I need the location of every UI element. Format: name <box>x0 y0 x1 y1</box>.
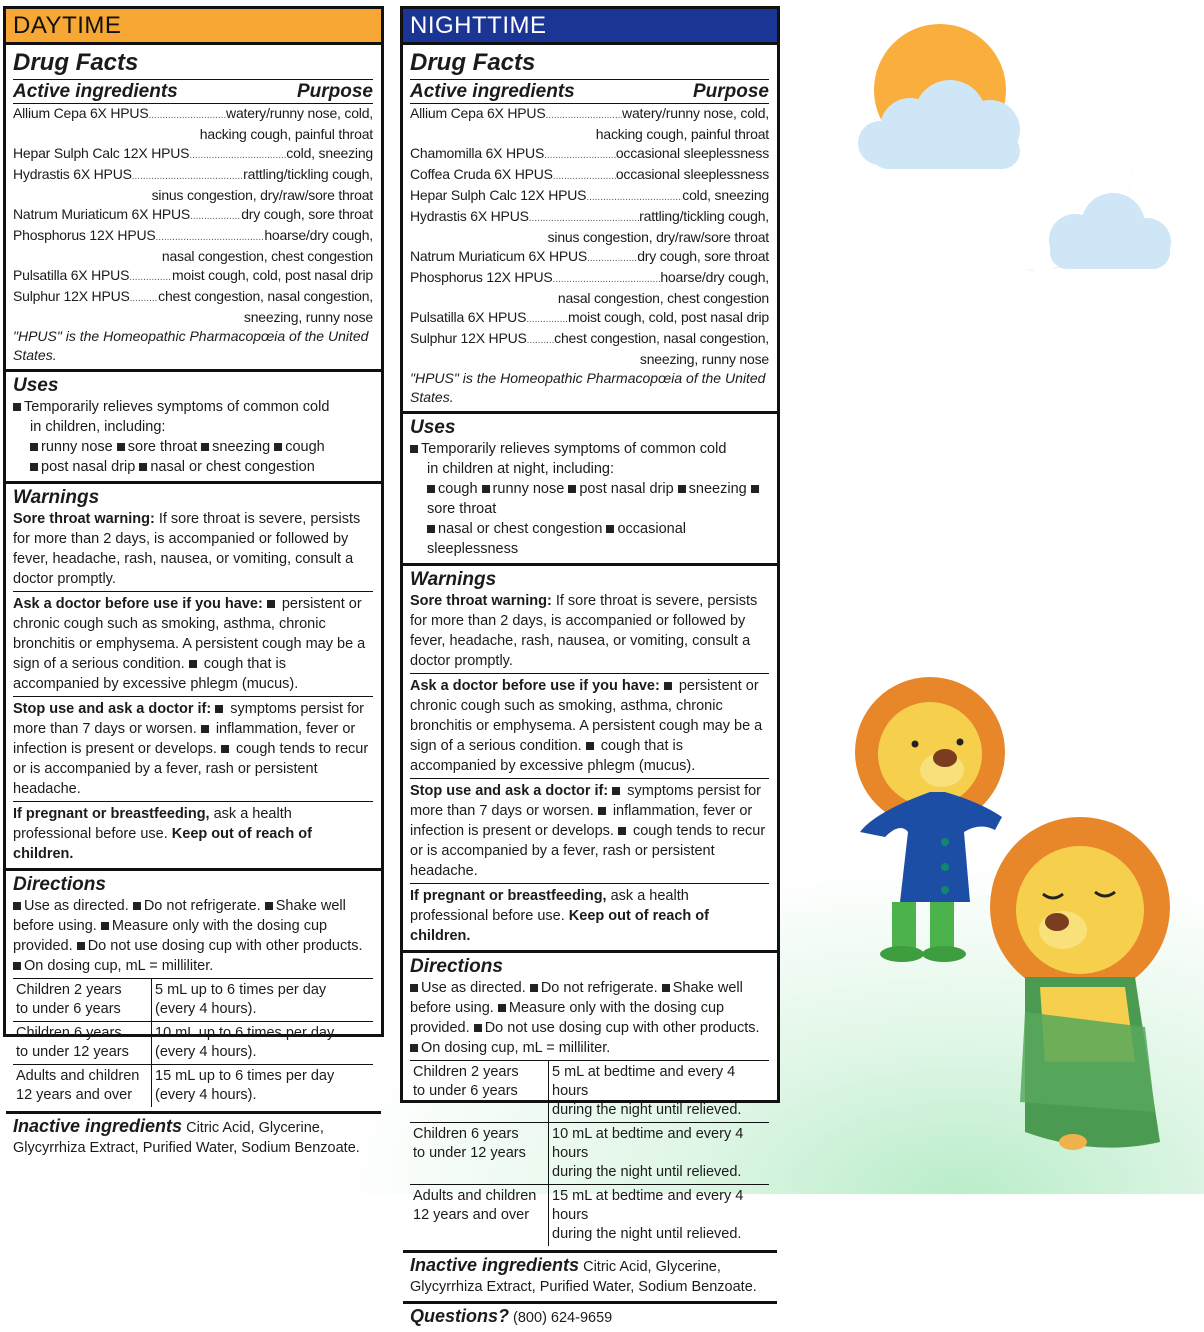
ingredient-row <box>13 144 373 165</box>
warnings-section <box>403 566 777 953</box>
warnings-heading: Warnings <box>13 487 100 508</box>
ingredient-row <box>13 266 373 287</box>
active-ingredients-header <box>410 80 769 104</box>
dosing-amount: 10 mL at bedtime and every 4 hours during the night until relieved. <box>549 1123 770 1185</box>
directions-section <box>403 953 777 1253</box>
drug-facts-title: Drug Facts <box>410 47 769 80</box>
dosing-row <box>13 1065 373 1108</box>
bullet-icon <box>274 443 282 451</box>
nighttime-drug-facts-panel <box>400 6 780 1326</box>
ingredient-name: Hepar Sulph Calc 12X HPUS <box>13 145 190 161</box>
dosing-age: Children 6 years to under 12 years <box>410 1123 549 1185</box>
ingredient-purpose: chest congestion, nasal congestion, <box>158 288 373 304</box>
directions-heading: Directions <box>13 874 106 895</box>
leader-dots <box>132 165 243 186</box>
questions-section <box>403 1304 777 1332</box>
ingredient-row <box>410 268 769 289</box>
ingredient-name: Hepar Sulph Calc 12X HPUS <box>410 187 587 203</box>
uses-section <box>403 414 777 566</box>
leader-dots <box>148 104 226 125</box>
ingredient-purpose: moist cough, cold, post nasal drip <box>568 309 769 325</box>
daytime-banner: DAYTIME <box>6 9 381 45</box>
ingredient-row <box>410 186 769 207</box>
pregnancy-warning: If pregnant or breastfeeding, ask a health professional before use. Keep out of reach of children. <box>410 883 769 946</box>
bullet-icon <box>30 443 38 451</box>
active-ingredients-heading: Active ingredients <box>13 81 178 102</box>
bullet-icon <box>568 485 576 493</box>
use-item: sneezing <box>212 439 271 455</box>
ingredient-name: Coffea Cruda 6X HPUS <box>410 166 553 182</box>
bullet-icon <box>482 485 490 493</box>
ingredient-row <box>13 165 373 186</box>
sore-throat-warning: Sore throat warning: If sore throat is severe, persists for more than 2 days, is accompanied or followed by fever, headache, rash, nausea, or vomiting, consult a doctor promptly. <box>13 511 361 587</box>
ingredient-purpose: chest congestion, nasal congestion, <box>554 330 769 346</box>
ingredient-name: Hydrastis 6X HPUS <box>13 166 132 182</box>
sore-throat-warning: Sore throat warning: If sore throat is severe, persists for more than 2 days, is accompanied or followed by fever, headache, rash, nausea, or vomiting, consult a doctor promptly. <box>410 593 758 669</box>
leader-dots <box>190 205 241 226</box>
leader-dots <box>129 266 172 287</box>
ingredient-purpose: watery/runny nose, cold, <box>226 105 373 121</box>
pregnancy-warning: If pregnant or breastfeeding, ask a health professional before use. Keep out of reach of children. <box>13 801 373 864</box>
dosing-age: Adults and children 12 years and over <box>410 1185 549 1247</box>
hpus-note: "HPUS" is the Homeopathic Pharmacopœia of the United States. <box>13 328 369 363</box>
purpose-heading: Purpose <box>692 81 769 102</box>
dosing-row <box>13 1022 373 1065</box>
ingredient-purpose-cont: sinus congestion, dry/raw/sore throat <box>547 229 769 245</box>
daytime-drug-facts-panel <box>3 6 384 1156</box>
ingredient-row <box>13 205 373 226</box>
ingredient-name: Sulphur 12X HPUS <box>410 330 527 346</box>
uses-line: Temporarily relieves symptoms of common cold <box>24 399 330 415</box>
use-item: post nasal drip <box>41 459 136 475</box>
ingredient-name: Natrum Muriaticum 6X HPUS <box>410 248 588 264</box>
dosing-table <box>13 978 373 1107</box>
ingredient-purpose: cold, sneezing <box>286 145 373 161</box>
purpose-heading: Purpose <box>296 81 373 102</box>
leader-dots <box>545 104 622 125</box>
ingredient-purpose-cont: nasal congestion, chest congestion <box>557 290 769 306</box>
use-item: cough <box>285 439 325 455</box>
ingredient-name: Pulsatilla 6X HPUS <box>410 309 527 325</box>
ingredient-row <box>410 207 769 228</box>
directions-section <box>6 871 381 1114</box>
directions-text: Use as directed. Do not refrigerate. Shake well before using. Measure only with the dosing cup provided. Do not use dosing cup with other products. On dosing cup, mL = milliliter. <box>410 980 760 1056</box>
ingredient-purpose-cont: sneezing, runny nose <box>639 351 769 367</box>
nighttime-banner: NIGHTTIME <box>403 9 777 45</box>
ingredient-purpose: hoarse/dry cough, <box>264 227 373 243</box>
dosing-table <box>410 1060 769 1246</box>
use-item: cough <box>438 481 478 497</box>
uses-items <box>410 479 769 519</box>
dosing-amount: 15 mL up to 6 times per day (every 4 hours). <box>152 1065 374 1108</box>
dosing-row <box>410 1061 769 1123</box>
inactive-ingredients-heading: Inactive ingredients <box>410 1255 580 1275</box>
use-item: sore throat <box>127 439 198 455</box>
ask-doctor-warning: Ask a doctor before use if you have: persistent or chronic cough such as smoking, asthma, chronic bronchitis or emphysema. A persistent cough may be a sign of a serious condition. cough that is accompanied by excessive phlegm (mucus). <box>410 673 769 776</box>
use-item: sore throat <box>427 501 497 517</box>
dosing-row <box>13 979 373 1022</box>
ingredient-name: Allium Cepa 6X HPUS <box>13 105 149 121</box>
use-item: runny nose <box>41 439 113 455</box>
dosing-amount: 15 mL at bedtime and every 4 hours during the night until relieved. <box>549 1185 770 1247</box>
ingredient-purpose: rattling/tickling cough, <box>639 208 769 224</box>
stop-use-warning: Stop use and ask a doctor if: symptoms persist for more than 7 days or worsen. inflammation, fever or infection is present or develops. cough tends to recur or is accompanied by a fever, rash or persistent headache. <box>13 696 373 799</box>
ingredient-row <box>410 104 769 125</box>
leader-dots <box>553 268 661 289</box>
ingredient-purpose: rattling/tickling cough, <box>243 166 373 182</box>
stop-use-warning: Stop use and ask a doctor if: symptoms persist for more than 7 days or worsen. inflammation, fever or infection is present or develops. cough tends to recur or is accompanied by a fever, rash or persistent headache. <box>410 778 769 881</box>
ingredient-list <box>13 104 373 327</box>
use-item: occasional sleeplessness <box>427 521 686 557</box>
use-item: runny nose <box>492 481 565 497</box>
inactive-ingredients-text: Citric Acid, Glycerine, Glycyrrhiza Extract, Purified Water, Sodium Benzoate. <box>410 1259 757 1295</box>
ingredient-purpose-cont: nasal congestion, chest congestion <box>161 248 373 264</box>
leader-dots <box>544 144 616 165</box>
uses-heading: Uses <box>13 375 59 396</box>
leader-dots <box>587 247 637 268</box>
ingredient-row <box>410 308 769 329</box>
dosing-amount: 5 mL up to 6 times per day (every 4 hours). <box>152 979 374 1022</box>
ingredient-name: Hydrastis 6X HPUS <box>410 208 529 224</box>
leader-dots <box>156 226 265 247</box>
directions-text: Use as directed. Do not refrigerate. Shake well before using. Measure only with the dosing cup provided. Do not use dosing cup with other products. On dosing cup, mL = milliliter. <box>13 898 363 974</box>
dosing-age: Adults and children 12 years and over <box>13 1065 152 1108</box>
uses-items <box>13 437 373 457</box>
ingredient-list <box>410 104 769 369</box>
ingredient-row <box>410 329 769 350</box>
bullet-icon <box>117 443 125 451</box>
active-ingredients-header <box>13 80 373 104</box>
inactive-ingredients-heading: Inactive ingredients <box>13 1116 183 1136</box>
ingredient-purpose: watery/runny nose, cold, <box>622 105 769 121</box>
uses-line: in children at night, including: <box>427 461 615 477</box>
bullet-icon <box>410 445 418 453</box>
questions-heading: Questions? <box>410 1306 510 1326</box>
ingredient-name: Sulphur 12X HPUS <box>13 288 130 304</box>
ingredient-row <box>13 104 373 125</box>
drug-facts-title: Drug Facts <box>13 47 373 80</box>
ingredient-name: Natrum Muriaticum 6X HPUS <box>13 206 191 222</box>
dosing-age: Children 2 years to under 6 years <box>13 979 152 1022</box>
ingredient-purpose-cont: sinus congestion, dry/raw/sore throat <box>151 187 373 203</box>
ingredient-purpose: dry cough, sore throat <box>241 206 373 222</box>
ingredient-row <box>13 226 373 247</box>
ingredient-purpose-cont: hacking cough, painful throat <box>199 126 373 142</box>
bullet-icon <box>427 525 435 533</box>
uses-line: in children, including: <box>30 419 166 435</box>
warnings-section <box>6 484 381 871</box>
uses-section <box>6 372 381 484</box>
leader-dots <box>526 308 568 329</box>
bullet-icon <box>30 463 38 471</box>
bullet-icon <box>13 403 21 411</box>
inactive-ingredients-text: Citric Acid, Glycerine, Glycyrrhiza Extract, Purified Water, Sodium Benzoate. <box>13 1120 360 1156</box>
bullet-icon <box>678 485 686 493</box>
ingredient-name: Phosphorus 12X HPUS <box>13 227 156 243</box>
ingredient-name: Allium Cepa 6X HPUS <box>410 105 546 121</box>
ingredient-name: Pulsatilla 6X HPUS <box>13 267 130 283</box>
bullet-icon <box>427 485 435 493</box>
moon-icon <box>955 100 1185 290</box>
dosing-amount: 10 mL up to 6 times per day (every 4 hours). <box>152 1022 374 1065</box>
uses-items <box>13 457 373 477</box>
use-item: nasal or chest congestion <box>150 459 315 475</box>
ingredient-name: Phosphorus 12X HPUS <box>410 269 553 285</box>
ingredient-row <box>13 287 373 308</box>
ingredient-purpose: hoarse/dry cough, <box>660 269 769 285</box>
questions-phone: (800) 624-9659 <box>509 1310 613 1326</box>
bullet-icon <box>139 463 147 471</box>
leader-dots <box>130 287 159 308</box>
active-ingredients-section <box>403 45 777 414</box>
dosing-amount: 5 mL at bedtime and every 4 hours during the night until relieved. <box>549 1061 770 1123</box>
ingredient-row <box>410 144 769 165</box>
active-ingredients-heading: Active ingredients <box>410 81 575 102</box>
use-item: post nasal drip <box>579 481 674 497</box>
dosing-age: Children 2 years to under 6 years <box>410 1061 549 1123</box>
uses-items <box>410 519 769 559</box>
ask-doctor-warning: Ask a doctor before use if you have: persistent or chronic cough such as smoking, asthma, chronic bronchitis or emphysema. A persistent cough may be a sign of a serious condition. cough that is accompanied by excessive phlegm (mucus). <box>13 591 373 694</box>
ingredient-purpose: moist cough, cold, post nasal drip <box>172 267 373 283</box>
inactive-ingredients-section <box>6 1114 381 1162</box>
leader-dots <box>529 207 639 228</box>
warnings-heading: Warnings <box>410 569 497 590</box>
bullet-icon <box>751 485 759 493</box>
dosing-row <box>410 1123 769 1185</box>
dosing-age: Children 6 years to under 12 years <box>13 1022 152 1065</box>
ingredient-purpose: dry cough, sore throat <box>637 248 769 264</box>
leader-dots <box>189 144 286 165</box>
leader-dots <box>586 186 682 207</box>
ingredient-name: Chamomilla 6X HPUS <box>410 145 545 161</box>
directions-heading: Directions <box>410 956 503 977</box>
ingredient-row <box>410 247 769 268</box>
bullet-icon <box>606 525 614 533</box>
hpus-note: "HPUS" is the Homeopathic Pharmacopœia of the United States. <box>410 370 766 405</box>
lion-sleeping-illustration <box>985 812 1190 1157</box>
inactive-ingredients-section <box>403 1253 777 1304</box>
leader-dots <box>527 329 555 350</box>
uses-line: Temporarily relieves symptoms of common cold <box>421 441 727 457</box>
active-ingredients-section <box>6 45 381 372</box>
cloud-icon <box>1049 193 1171 269</box>
ingredient-row <box>410 165 769 186</box>
ingredient-purpose-cont: hacking cough, painful throat <box>595 126 769 142</box>
ingredient-purpose: occasional sleeplessness <box>615 166 769 182</box>
ingredient-purpose: cold, sneezing <box>682 187 769 203</box>
uses-heading: Uses <box>410 417 456 438</box>
use-item: nasal or chest congestion <box>438 521 603 537</box>
bullet-icon <box>201 443 209 451</box>
ingredient-purpose: occasional sleeplessness <box>615 145 769 161</box>
leader-dots <box>553 165 616 186</box>
ingredient-purpose-cont: sneezing, runny nose <box>243 309 373 325</box>
use-item: sneezing <box>688 481 747 497</box>
